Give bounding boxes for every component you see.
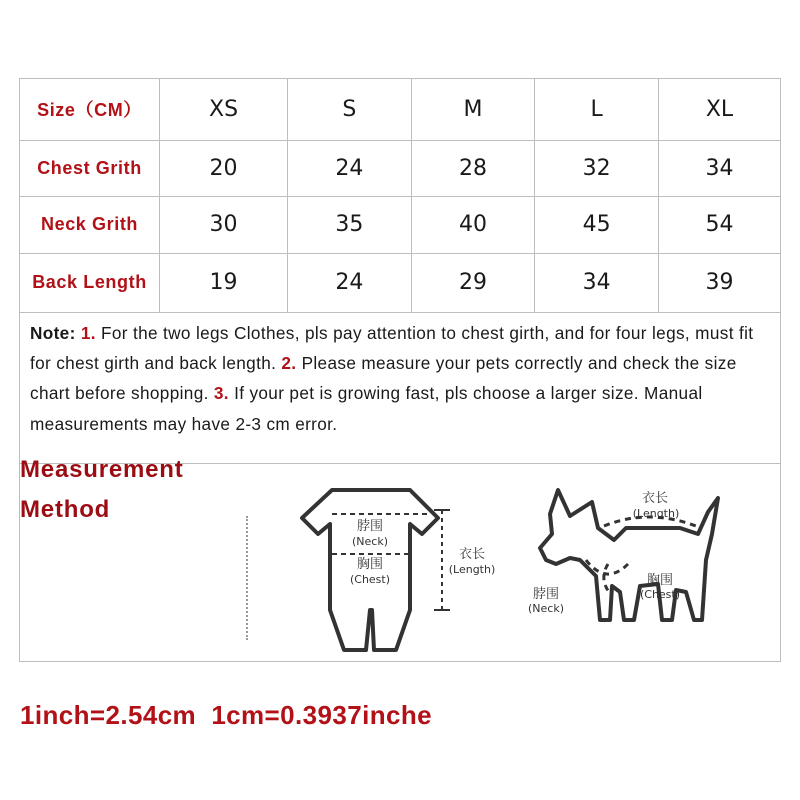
chest-label-en: (Chest)	[639, 588, 681, 601]
chest-label-cn: 胸围	[646, 573, 674, 588]
size-header: M	[411, 79, 535, 140]
note-number: 2.	[281, 353, 297, 374]
table-header-row	[20, 79, 780, 140]
length-label-cn: 衣长	[458, 547, 486, 562]
table-cell: 30	[160, 196, 288, 253]
note-number: 3.	[213, 383, 229, 404]
table-cell: 39	[658, 253, 780, 312]
table-cell: 19	[160, 253, 288, 312]
size-header: XS	[160, 79, 288, 140]
chest-label-cn: 胸围	[356, 557, 384, 572]
row-label: Chest Grith	[20, 140, 160, 196]
table-cell: 54	[658, 196, 780, 253]
row-label: Back Length	[20, 253, 160, 312]
size-note	[20, 312, 780, 464]
table-cell: 45	[535, 196, 659, 253]
method-line: Measurement	[20, 456, 184, 483]
size-unit-header: Size（CM）	[20, 79, 160, 140]
note-number: 1.	[80, 323, 96, 343]
row-label: Neck Grith	[20, 196, 160, 253]
table-cell: 24	[288, 140, 412, 196]
table-cell: 28	[411, 140, 535, 196]
table-cell: 40	[411, 196, 535, 253]
table-cell: 34	[658, 140, 780, 196]
length-label-en: (Length)	[448, 563, 496, 576]
table-cell: 35	[288, 196, 412, 253]
note-label: Note:	[30, 323, 76, 343]
table-cell: 32	[535, 140, 659, 196]
size-table	[20, 79, 780, 313]
neck-label-en: (Neck)	[352, 535, 388, 548]
measurement-method-title	[20, 450, 184, 530]
neck-label-cn: 脖围	[356, 519, 384, 534]
note-text: If your pet is growing fast, pls choose a larger size. Manual measurements may have 2-3 cm error.	[30, 383, 703, 434]
size-header: S	[288, 79, 412, 140]
size-header: L	[535, 79, 659, 140]
table-cell: 29	[411, 253, 535, 312]
length-label-en: (Length)	[632, 507, 680, 520]
dog-illustration	[540, 490, 718, 620]
unit-conversion: 1inch=2.54cm 1cm=0.3937inche	[20, 700, 432, 730]
neck-label-cn: 脖围	[532, 587, 560, 602]
neck-label-en: (Neck)	[528, 602, 564, 615]
size-header: XL	[658, 79, 780, 140]
length-label-cn: 衣长	[641, 491, 669, 506]
chest-label-en: (Chest)	[349, 573, 391, 586]
note-text: Please measure your pets correctly and check the size chart before shopping.	[30, 353, 737, 404]
table-cell: 20	[160, 140, 288, 196]
table-cell: 34	[535, 253, 659, 312]
table-row	[20, 253, 780, 312]
table-cell: 24	[288, 253, 412, 312]
table-row	[20, 196, 780, 253]
dotted-divider	[246, 516, 248, 640]
method-line: Method	[20, 496, 111, 523]
table-row	[20, 140, 780, 196]
note-text: For the two legs Clothes, pls pay attention to chest girth, and for four legs, must fit for chest girth and back length.	[30, 323, 754, 374]
measurement-diagram	[270, 468, 790, 658]
